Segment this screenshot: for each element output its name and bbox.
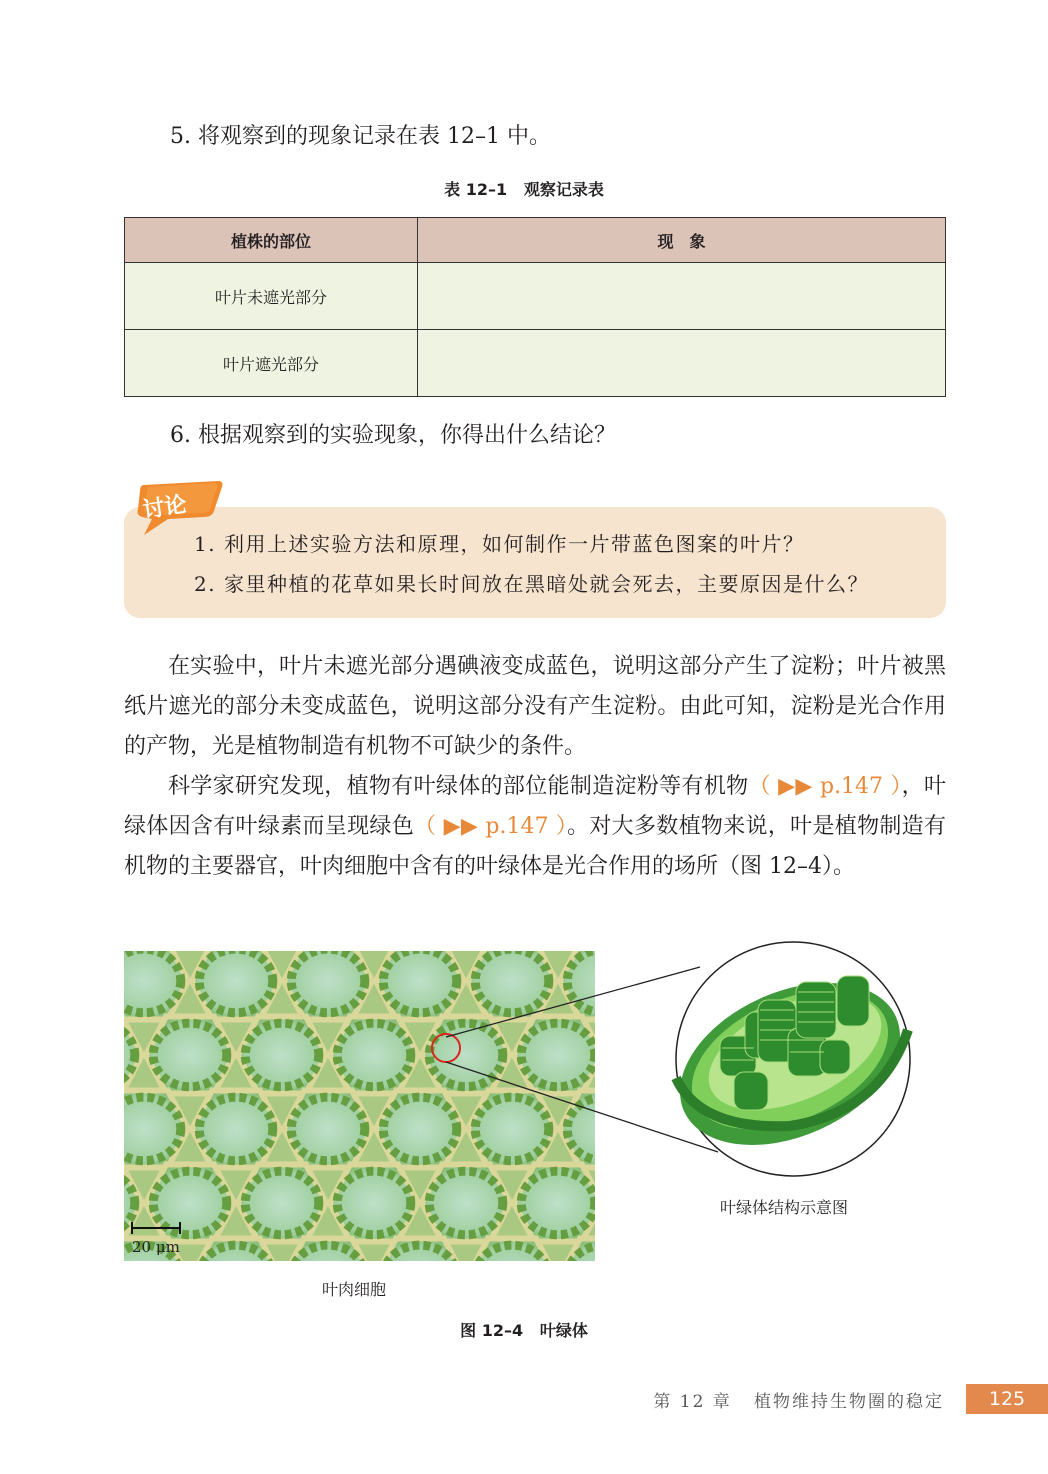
paragraph-2-part-3: 。对大多数植物来说，叶是植物制造有机物的主要器官，叶肉细胞中含有的叶绿体是光合作用的场所（图 12–4）。 (124, 814, 946, 879)
scale-bar-label: 20 μm (132, 1238, 180, 1256)
scale-bar (130, 1222, 182, 1234)
discussion-question-2: 2. 家里种植的花草如果长时间放在黑暗处就会死去，主要原因是什么？ (194, 572, 869, 596)
discussion-badge-label: 讨论 (141, 492, 189, 524)
table-row (125, 263, 946, 330)
table-cell-part: 叶片未遮光部分 (125, 263, 418, 330)
page-reference-link: （ ▶▶ p.147 ） (748, 774, 902, 799)
paragraph-2-part-1: 科学家研究发现，植物有叶绿体的部位能制造淀粉等有机物 (168, 774, 749, 799)
footer-chapter-title: 第 12 章 植物维持生物圈的稳定 (653, 1392, 944, 1412)
step-6-text: 6. 根据观察到的实验现象，你得出什么结论？ (170, 423, 616, 448)
table-header-phenomenon: 现 象 (418, 218, 946, 263)
table-header-part: 植株的部位 (125, 218, 418, 263)
page-number: 125 (966, 1384, 1048, 1414)
mesophyll-cells-label: 叶肉细胞 (322, 1280, 387, 1299)
figure-caption: 图 12–4 叶绿体 (460, 1321, 588, 1340)
discussion-box (124, 507, 946, 618)
page-reference-link: （ ▶▶ p.147 ） (414, 814, 568, 839)
table-cell-phenomenon (418, 263, 946, 330)
table-cell-phenomenon (418, 330, 946, 397)
discussion-question-1: 1. 利用上述实验方法和原理，如何制作一片带蓝色图案的叶片？ (194, 532, 805, 556)
chloroplast-diagram-label: 叶绿体结构示意图 (720, 1198, 849, 1217)
paragraph-1: 在实验中，叶片未遮光部分遇碘液变成蓝色，说明这部分产生了淀粉；叶片被黑纸片遮光的部分未变成蓝色，说明这部分没有产生淀粉。由此可知，淀粉是光合作用的产物，光是植物制造有机物不可缺少的条件。 (124, 654, 946, 759)
table-cell-part: 叶片遮光部分 (125, 330, 418, 397)
table-row (125, 330, 946, 397)
table-header-row (125, 218, 946, 263)
paragraph-2 (124, 767, 946, 887)
step-5-text: 5. 将观察到的现象记录在表 12–1 中。 (170, 124, 551, 149)
table-caption: 表 12–1 观察记录表 (444, 180, 604, 199)
paragraph-2-part-2: ，叶绿体因含有叶绿素而呈现绿色 (124, 774, 946, 839)
mesophyll-cells-photo (124, 951, 595, 1261)
observation-table (124, 217, 946, 397)
